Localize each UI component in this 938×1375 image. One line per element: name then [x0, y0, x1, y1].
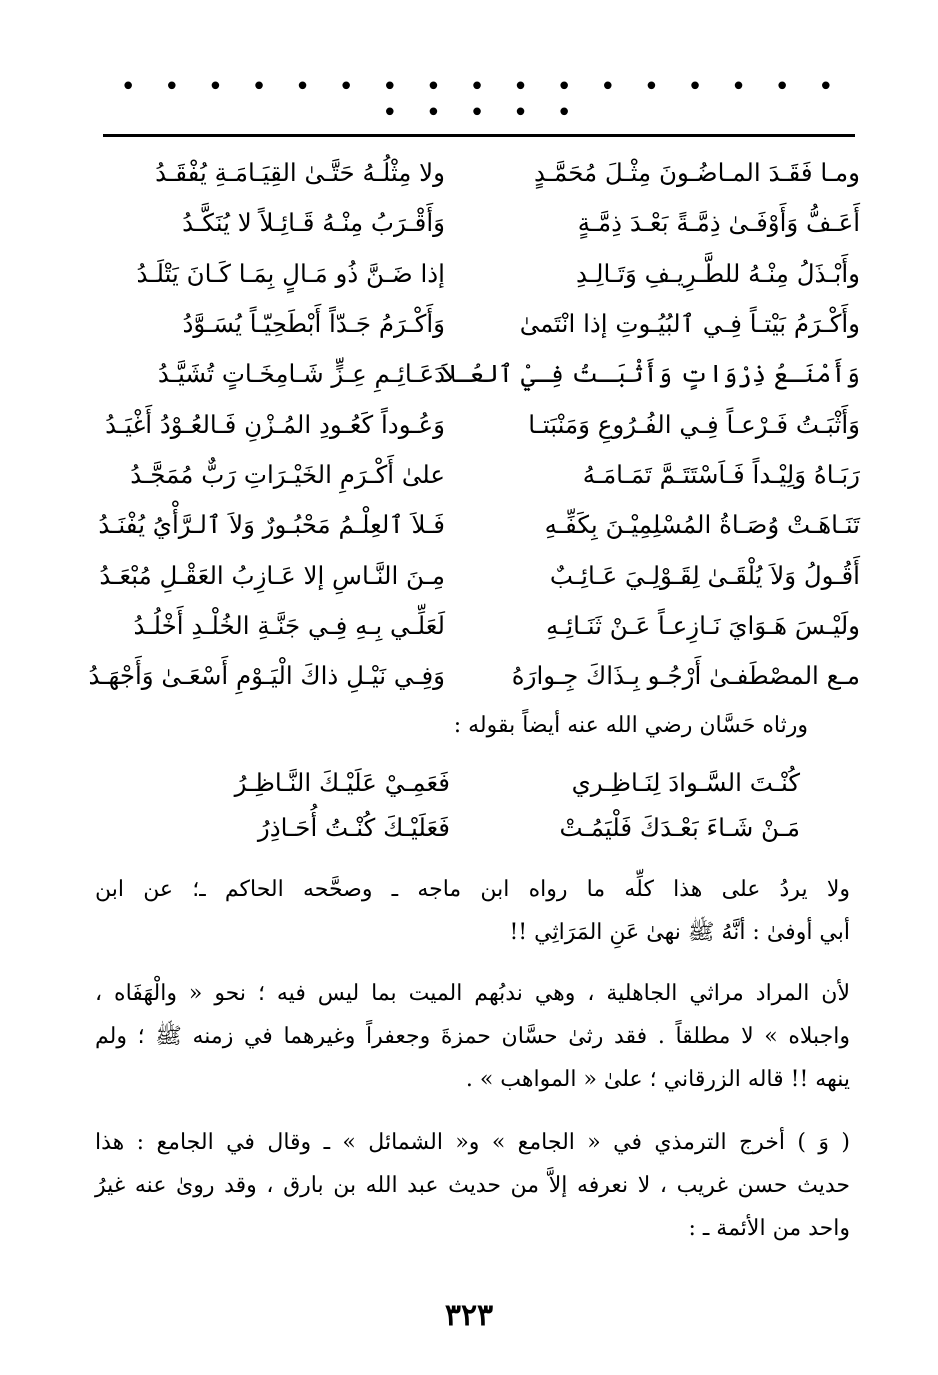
- poem-verse: [95, 148, 860, 198]
- verse-first-hemistich: ولَيْـسَ هَـوَايَ نَـازِعـاً عَـنْ ثَنَـائِـهِ: [546, 610, 860, 640]
- paragraph-explanation: [95, 972, 850, 1101]
- paragraph-line: لأن المراد مراثي الجاهلية ، وهي ندبُهم الميت بما ليس فيه ؛ نحو « والْهَفَاه ،: [95, 981, 851, 1006]
- verse-first-hemistich: وَأَمْنَـعُ ذِرْوَاتٍ وَأَثْبَـتُ فِـيْ ٱلعُـلاَ: [441, 359, 860, 389]
- verse-first-hemistich: أَعَـفُّ وَأَوْفَـىٰ ذِمَّـةً بَعْـدَ ذِمَّـةٍ: [577, 208, 860, 238]
- verse-first-hemistich: وأَبْـذَلُ مِنْـهُ للطَّـرِيـفِ وَتَـالِـدِ: [575, 258, 860, 288]
- poem-verse: [95, 299, 860, 349]
- verse-first-hemistich: تَنَـاهَـتْ وُصَـاةُ المُسْلِمِيْـنَ بِكَفِّـهِ: [544, 510, 860, 540]
- paragraph-line: ينهه !! قاله الزرقاني ؛ علىٰ « المواهب » .: [465, 1067, 850, 1092]
- verse-first-hemistich: ومـا فَقَـدَ المـاضُـونَ مِثْـلَ مُحَمَّـدٍ: [534, 158, 860, 188]
- verse-first-hemistich: كُنْـتَ السَّـوادَ لِنَـاظِـري: [571, 767, 800, 797]
- paragraph-line: واجبلاه » لا مطلقاً . فقد رثىٰ حسَّان حمزةَ وجعفراً وغيرهما في زمنه ﷺ ؛ ولم: [95, 1024, 850, 1049]
- verse-second-hemistich: فَعَلَيْـكَ كُنْـتُ أُحَـاذِرُ: [257, 812, 450, 842]
- verse-second-hemistich: إذا ضَـنَّ ذُو مَـالٍ بِمَـا كَـانَ يَتْلَـدُ: [136, 258, 445, 288]
- poem-verse: [95, 349, 860, 399]
- poem-intro-line: ورثاه حَسَّان رضي الله عنه أيضاً بقوله :: [453, 713, 808, 738]
- header-dots: • • • • • • • • • • • • • • • • • • • • • •: [120, 72, 844, 128]
- paragraph-ibn-majah: [95, 868, 850, 954]
- verse-second-hemistich: ولا مِثْلُـهُ حَتَّـىٰ القِيَـامَـةِ يُفْقَـدُ: [155, 158, 445, 188]
- paragraph-line: واحد من الأئمة ـ :: [688, 1216, 850, 1241]
- poem-verse: [95, 198, 860, 248]
- verse-first-hemistich: وأَكْـرَمُ بَيْتـاً فِـي ٱلبُيُـوتِ إذا انْتَمىٰ: [519, 309, 860, 339]
- verse-first-hemistich: مـع المصْطَفـىٰ أَرْجُـو بِـذَاكَ جِـوارَهُ: [511, 661, 860, 691]
- poem-verse: [95, 249, 860, 299]
- verse-second-hemistich: لَعَلِّـي بِـهِ فِـي جَنَّـةِ الخُلْـدِ أَخْلُـدُ: [133, 610, 445, 640]
- verse-first-hemistich: رَبَـاهُ وَلِيْـداً فَـاَسْتَتَـمَّ تَمَـامَـهُ: [582, 459, 860, 489]
- verse-second-hemistich: وَفِـي نَيْـلِ ذاكَ الْيَـوْمِ أَسْعَـىٰ وَأَجْهَـدُ: [88, 661, 445, 691]
- verse-second-hemistich: وَأَقْـرَبُ مِنْـهُ قَـائِـلاً لا يُنَكَّـدُ: [182, 208, 445, 238]
- verse-second-hemistich: فَعَمِـيْ عَلَيْـكَ النَّـاظِـرُ: [234, 767, 450, 797]
- verse-first-hemistich: أَقُـولُ وَلاَ يُلْقَـىٰ لِقَـوْلِـيَ عَـائِـبٌ: [549, 560, 860, 590]
- poem-verse: [95, 399, 860, 449]
- verse-second-hemistich: فَـلاَ ٱلعِلْـمُ مَحْبُـورٌ وَلاَ ٱلـرَّأْيُ يُفْنَـدُ: [98, 510, 445, 540]
- poem-verse: [95, 550, 860, 600]
- header-rule: [103, 134, 855, 137]
- verse-second-hemistich: وَأَكْـرَمُ جَـدّاً أَبْطَحِيّـاً يُسَـوَّدُ: [182, 309, 445, 339]
- poem-verse: [95, 450, 860, 500]
- verse-first-hemistich: وَأَثْبَـتُ فَـرْعـاً فِـي الفُـرُوعِ وَمَنْبَتـا: [528, 409, 860, 439]
- paragraph-line: حديث حسن غريب ، لا نعرفه إلاَّ من حديث عبد الله بن بارق ، وقد روىٰ عنه غيرُ: [95, 1173, 850, 1198]
- poem-verse: [160, 760, 800, 805]
- verse-second-hemistich: وَعُـوداً كَعُـودِ المُـزْنِ فَـالعُـوْدُ أَغْيَـدُ: [105, 409, 445, 439]
- paragraph-line: ( وَ ) أخرج الترمذي في « الجامع » و« الشمائل » ـ وقال في الجامع : هذا: [95, 1130, 850, 1155]
- verse-first-hemistich: مَـنْ شَـاءَ بَعْـدَكَ فَلْيَمُـتْ: [559, 812, 800, 842]
- paragraph-line: أبي أوفىٰ : أنَّهُ ﷺ نهىٰ عَنِ المَرَاثِي !!: [509, 920, 850, 945]
- paragraph-line: ولا يردُ على هذا كلِّه ما رواه ابن ماجه ـ وصحَّحه الحاكم ـ؛ عن ابن: [95, 877, 850, 902]
- elegy-poem: [88, 148, 860, 701]
- page-number: ٣٢٣: [444, 1298, 494, 1333]
- verse-second-hemistich: مِـنَ النَّـاسِ إلا عَـازِبُ العَقْـلِ مُبْعَـدُ: [99, 560, 445, 590]
- poem-verse: [88, 651, 860, 701]
- poem-verse: [95, 500, 860, 550]
- poem-verse: [160, 805, 800, 850]
- short-elegy-poem: [160, 760, 800, 850]
- verse-second-hemistich: علىٰ أَكْـرَمِ الخَيْـرَاتِ رَبٌّ مُمَجَّـدُ: [130, 459, 445, 489]
- paragraph-tirmidhi: [95, 1121, 850, 1250]
- poem-verse: [95, 601, 860, 651]
- verse-second-hemistich: دَعَـائِـمِ عِـزٍّ شَـامِخَـاتٍ تُشَيَّـدُ: [157, 359, 445, 389]
